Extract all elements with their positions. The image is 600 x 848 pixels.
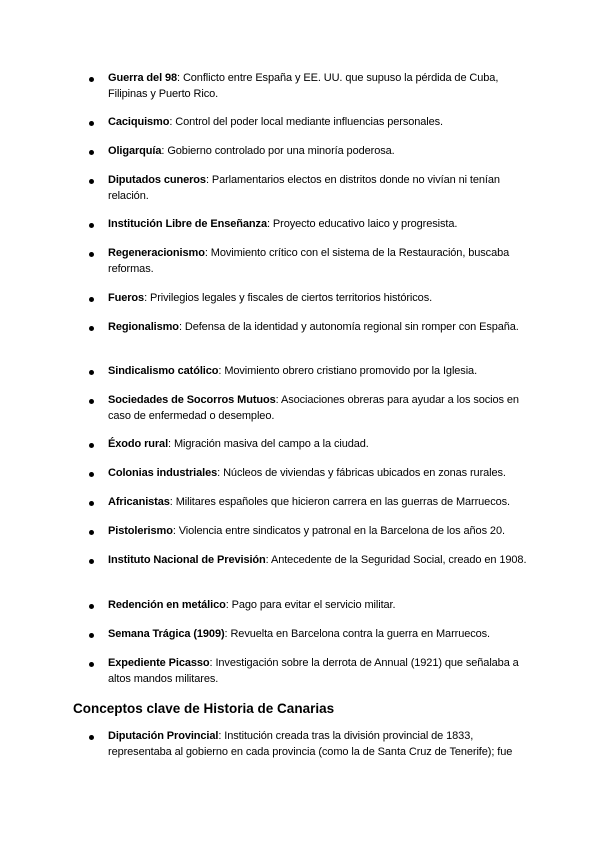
list-item: Regeneracionismo: Movimiento crítico con el sistema de la Restauración, buscaba reformas. bbox=[108, 246, 528, 277]
definition: Movimiento obrero cristiano promovido por la Iglesia. bbox=[224, 365, 478, 377]
definition: Investigación sobre la derrota de Annual (1921) que señalaba a altos mandos militares. bbox=[108, 657, 519, 685]
list-item: Éxodo rural: Migración masiva del campo a la ciudad. bbox=[108, 437, 528, 453]
term: Sindicalismo católico bbox=[108, 365, 219, 377]
bullet-icon bbox=[89, 662, 94, 667]
term: Redención en metálico bbox=[108, 599, 226, 611]
definition: Conflicto entre España y EE. UU. que supuso la pérdida de Cuba, Filipinas y Puerto Rico. bbox=[108, 72, 499, 100]
list-item: Sociedades de Socorros Mutuos: Asociaciones obreras para ayudar a los socios en caso de enfermedad o desempleo. bbox=[108, 393, 528, 424]
bullet-icon bbox=[89, 179, 94, 184]
term: Guerra del 98 bbox=[108, 72, 178, 84]
definition: Parlamentarios electos en distritos donde no vivían ni tenían relación. bbox=[108, 174, 500, 202]
term: Instituto Nacional de Previsión bbox=[108, 554, 266, 566]
term: Regionalismo bbox=[108, 321, 179, 333]
bullet-icon bbox=[89, 326, 94, 331]
definition: Movimiento crítico con el sistema de la Restauración, buscaba reformas. bbox=[108, 247, 510, 275]
term: Caciquismo bbox=[108, 116, 170, 128]
list-item: Diputados cuneros: Parlamentarios electos en distritos donde no vivían ni tenían relación. bbox=[108, 173, 528, 204]
term: Éxodo rural bbox=[108, 438, 169, 450]
bullet-icon bbox=[89, 297, 94, 302]
bullet-icon bbox=[89, 559, 94, 564]
list-item: Caciquismo: Control del poder local mediante influencias personales. bbox=[108, 115, 528, 131]
definition: Pago para evitar el servicio militar. bbox=[231, 599, 396, 611]
section-heading: Conceptos clave de Historia de Canarias bbox=[73, 701, 335, 716]
list-item: Diputación Provincial: Institución creada tras la división provincial de 1833, representaba al gobierno en cada provincia (como la de Santa Cruz de Tenerife); fue bbox=[108, 729, 528, 760]
list-item: Pistolerismo: Violencia entre sindicatos y patronal en la Barcelona de los años 20. bbox=[108, 524, 528, 540]
list-item: Africanistas: Militares españoles que hicieron carrera en las guerras de Marruecos. bbox=[108, 495, 528, 511]
definition: Asociaciones obreras para ayudar a los socios en caso de enfermedad o desempleo. bbox=[108, 394, 519, 422]
bullet-icon bbox=[89, 370, 94, 375]
definition: Control del poder local mediante influencias personales. bbox=[175, 116, 444, 128]
list-item: Sindicalismo católico: Movimiento obrero cristiano promovido por la Iglesia. bbox=[108, 364, 528, 380]
definition: Revuelta en Barcelona contra la guerra en Marruecos. bbox=[230, 628, 491, 640]
list-item: Expediente Picasso: Investigación sobre la derrota de Annual (1921) que señalaba a altos mandos militares. bbox=[108, 656, 528, 687]
list-item: Instituto Nacional de Previsión: Antecedente de la Seguridad Social, creado en 1908. bbox=[108, 553, 528, 569]
bullet-icon bbox=[89, 223, 94, 228]
definition: Violencia entre sindicatos y patronal en la Barcelona de los años 20. bbox=[178, 525, 505, 537]
term: Semana Trágica (1909) bbox=[108, 628, 225, 640]
bullet-icon bbox=[89, 604, 94, 609]
bullet-icon bbox=[89, 77, 94, 82]
term: Regeneracionismo bbox=[108, 247, 205, 259]
list-item: Institución Libre de Enseñanza: Proyecto educativo laico y progresista. bbox=[108, 217, 528, 233]
term: Diputados cuneros bbox=[108, 174, 206, 186]
definition: Institución creada tras la división provincial de 1833, representaba al gobierno en cada provincia (como la de Santa Cruz de Tenerife); fue bbox=[108, 730, 513, 758]
term: Fueros bbox=[108, 292, 145, 304]
term: Oligarquía bbox=[108, 145, 162, 157]
bullet-icon bbox=[89, 399, 94, 404]
definition: Antecedente de la Seguridad Social, creado en 1908. bbox=[270, 554, 527, 566]
term: Diputación Provincial bbox=[108, 730, 219, 742]
bullet-icon bbox=[89, 501, 94, 506]
bullet-icon bbox=[89, 252, 94, 257]
bullet-icon bbox=[89, 472, 94, 477]
definition: Defensa de la identidad y autonomía regional sin romper con España. bbox=[184, 321, 519, 333]
bullet-icon bbox=[89, 150, 94, 155]
term: Africanistas bbox=[108, 496, 170, 508]
list-item: Redención en metálico: Pago para evitar el servicio militar. bbox=[108, 598, 528, 614]
bullet-icon bbox=[89, 735, 94, 740]
bullet-icon bbox=[89, 633, 94, 638]
definition: Gobierno controlado por una minoría poderosa. bbox=[167, 145, 395, 157]
term: Sociedades de Socorros Mutuos bbox=[108, 394, 276, 406]
list-item: Oligarquía: Gobierno controlado por una minoría poderosa. bbox=[108, 144, 528, 160]
definition: Migración masiva del campo a la ciudad. bbox=[173, 438, 369, 450]
term: Institución Libre de Enseñanza bbox=[108, 218, 267, 230]
bullet-icon bbox=[89, 530, 94, 535]
list-item: Colonias industriales: Núcleos de viviendas y fábricas ubicados en zonas rurales. bbox=[108, 466, 528, 482]
bullet-icon bbox=[89, 121, 94, 126]
definition: Privilegios legales y fiscales de ciertos territorios históricos. bbox=[150, 292, 433, 304]
list-item: Semana Trágica (1909): Revuelta en Barcelona contra la guerra en Marruecos. bbox=[108, 627, 528, 643]
term: Pistolerismo bbox=[108, 525, 173, 537]
definition: Proyecto educativo laico y progresista. bbox=[272, 218, 458, 230]
term: Expediente Picasso bbox=[108, 657, 210, 669]
list-item: Fueros: Privilegios legales y fiscales de ciertos territorios históricos. bbox=[108, 291, 528, 307]
list-item: Regionalismo: Defensa de la identidad y autonomía regional sin romper con España. bbox=[108, 320, 528, 336]
term: Colonias industriales bbox=[108, 467, 218, 479]
definition: Militares españoles que hicieron carrera en las guerras de Marruecos. bbox=[175, 496, 510, 508]
list-item: Guerra del 98: Conflicto entre España y EE. UU. que supuso la pérdida de Cuba, Filipinas y Puerto Rico. bbox=[108, 71, 528, 102]
bullet-icon bbox=[89, 443, 94, 448]
definition: Núcleos de viviendas y fábricas ubicados en zonas rurales. bbox=[223, 467, 506, 479]
